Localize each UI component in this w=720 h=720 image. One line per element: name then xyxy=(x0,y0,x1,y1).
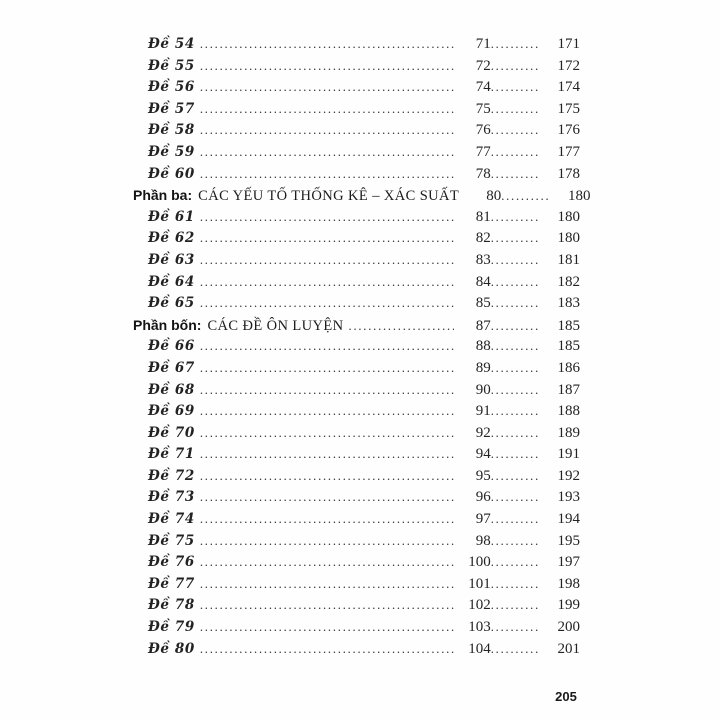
toc-entry-label: Đề 79 xyxy=(148,619,195,636)
toc-list xyxy=(133,36,591,662)
toc-row xyxy=(133,360,580,382)
toc-answer-page-number: 188 xyxy=(557,403,580,420)
dot-leader-mid xyxy=(491,80,540,95)
toc-answer-page-number: 200 xyxy=(557,619,580,636)
toc-row xyxy=(133,230,580,252)
toc-row xyxy=(133,252,580,274)
toc-exam-page-number: 91 xyxy=(475,403,491,420)
toc-answer-page-number: 189 xyxy=(557,424,580,441)
toc-row xyxy=(133,446,580,468)
toc-exam-page-number: 82 xyxy=(475,230,491,247)
toc-exam-page-number: 74 xyxy=(475,79,491,96)
dot-leader xyxy=(200,296,454,311)
dot-leader-mid xyxy=(491,555,540,570)
dot-leader-mid xyxy=(501,189,550,204)
dot-leader-mid xyxy=(491,469,540,484)
toc-entry-label: Đề 78 xyxy=(148,597,195,614)
toc-entry-label: Đề 57 xyxy=(148,100,195,117)
dot-leader xyxy=(200,231,454,246)
dot-leader-mid xyxy=(491,383,540,398)
toc-row xyxy=(133,166,580,188)
toc-exam-page-number: 95 xyxy=(475,467,491,484)
toc-answer-page-number: 193 xyxy=(557,489,580,506)
toc-answer-page-number: 172 xyxy=(557,57,580,74)
toc-answer-page-number: 185 xyxy=(557,338,580,355)
toc-answer-page-number: 187 xyxy=(557,381,580,398)
dot-leader xyxy=(200,383,454,398)
toc-exam-page-number: 94 xyxy=(475,446,491,463)
toc-answer-page-number: 171 xyxy=(557,36,580,52)
dot-leader xyxy=(200,339,454,354)
toc-entry-label: Đề 68 xyxy=(148,381,195,398)
dot-leader xyxy=(200,275,454,290)
toc-answer-page-number: 201 xyxy=(557,640,580,657)
toc-row xyxy=(133,209,580,231)
toc-exam-page-number: 100 xyxy=(468,554,491,571)
toc-row xyxy=(133,58,580,80)
toc-entry-label: Đề 80 xyxy=(148,640,195,657)
toc-entry-label: Đề 61 xyxy=(148,208,195,225)
toc-section-title: CÁC YẾU TỐ THỐNG KÊ – XÁC SUẤT xyxy=(198,188,460,205)
toc-entry-label: Phần ba: xyxy=(133,187,193,204)
toc-entry-label: Đề 74 xyxy=(148,511,195,528)
toc-entry-label: Đề 67 xyxy=(148,359,195,376)
dot-leader-mid xyxy=(491,210,540,225)
dot-leader-mid xyxy=(491,577,540,592)
dot-leader-mid xyxy=(491,123,540,138)
toc-row xyxy=(133,425,580,447)
dot-leader xyxy=(200,80,454,95)
toc-entry-label: Đề 54 xyxy=(148,36,195,52)
dot-leader xyxy=(200,361,454,376)
toc-row xyxy=(133,317,580,339)
dot-leader-mid xyxy=(491,145,540,160)
dot-leader xyxy=(200,512,454,527)
toc-entry-label: Đề 73 xyxy=(148,489,195,506)
toc-exam-page-number: 101 xyxy=(468,575,491,592)
toc-answer-page-number: 177 xyxy=(557,143,580,160)
dot-leader xyxy=(200,253,454,268)
toc-exam-page-number: 90 xyxy=(475,381,491,398)
toc-row xyxy=(133,79,580,101)
dot-leader-mid xyxy=(491,598,540,613)
toc-row xyxy=(133,36,580,58)
toc-exam-page-number: 104 xyxy=(468,640,491,657)
toc-exam-page-number: 98 xyxy=(475,532,491,549)
toc-exam-page-number: 85 xyxy=(475,295,491,312)
toc-entry-label: Đề 59 xyxy=(148,143,195,160)
dot-leader xyxy=(200,59,454,74)
dot-leader-mid xyxy=(491,296,540,311)
toc-row xyxy=(133,338,580,360)
dot-leader xyxy=(200,642,454,657)
toc-answer-page-number: 178 xyxy=(557,165,580,182)
toc-answer-page-number: 180 xyxy=(557,208,580,225)
dot-leader xyxy=(200,145,454,160)
toc-row xyxy=(133,144,580,166)
toc-exam-page-number: 92 xyxy=(475,424,491,441)
footer-page-number: 205 xyxy=(555,689,577,704)
toc-exam-page-number: 96 xyxy=(475,489,491,506)
toc-row xyxy=(133,101,580,123)
toc-entry-label: Đề 76 xyxy=(148,554,195,571)
toc-exam-page-number: 76 xyxy=(475,122,491,139)
toc-row xyxy=(133,511,580,533)
toc-row xyxy=(133,187,591,209)
toc-row xyxy=(133,403,580,425)
dot-leader xyxy=(200,37,454,52)
toc-answer-page-number: 199 xyxy=(557,597,580,614)
toc-exam-page-number: 81 xyxy=(475,208,491,225)
toc-exam-page-number: 75 xyxy=(475,100,491,117)
toc-row xyxy=(133,489,580,511)
toc-row xyxy=(133,533,580,555)
dot-leader xyxy=(200,123,454,138)
toc-exam-page-number: 102 xyxy=(468,597,491,614)
toc-answer-page-number: 191 xyxy=(557,446,580,463)
toc-entry-label: Đề 77 xyxy=(148,575,195,592)
toc-entry-label: Đề 58 xyxy=(148,122,195,139)
dot-leader-mid xyxy=(491,404,540,419)
toc-row xyxy=(133,576,580,598)
toc-entry-label: Đề 62 xyxy=(148,230,195,247)
dot-leader xyxy=(200,620,454,635)
toc-exam-page-number: 97 xyxy=(475,511,491,528)
toc-entry-label: Đề 70 xyxy=(148,424,195,441)
dot-leader xyxy=(200,555,454,570)
dot-leader xyxy=(200,598,454,613)
toc-entry-label: Đề 56 xyxy=(148,79,195,96)
dot-leader-mid xyxy=(491,253,540,268)
toc-row xyxy=(133,641,580,663)
toc-answer-page-number: 182 xyxy=(557,273,580,290)
dot-leader-mid xyxy=(491,319,540,334)
toc-exam-page-number: 89 xyxy=(475,359,491,376)
dot-leader-mid xyxy=(491,102,540,117)
dot-leader xyxy=(200,102,454,117)
dot-leader-mid xyxy=(491,231,540,246)
toc-entry-label: Đề 72 xyxy=(148,467,195,484)
toc-answer-page-number: 181 xyxy=(557,251,580,268)
toc-row xyxy=(133,554,580,576)
dot-leader xyxy=(200,534,454,549)
dot-leader xyxy=(200,469,454,484)
toc-answer-page-number: 185 xyxy=(557,317,580,334)
toc-answer-page-number: 174 xyxy=(557,79,580,96)
toc-answer-page-number: 180 xyxy=(567,188,591,205)
dot-leader xyxy=(349,319,454,334)
toc-entry-label: Đề 69 xyxy=(148,403,195,420)
toc-entry-label: Đề 66 xyxy=(148,338,195,355)
dot-leader-mid xyxy=(491,512,540,527)
toc-row xyxy=(133,382,580,404)
dot-leader xyxy=(200,426,454,441)
toc-row xyxy=(133,619,580,641)
dot-leader xyxy=(200,490,454,505)
toc-exam-page-number: 72 xyxy=(475,57,491,74)
toc-answer-page-number: 198 xyxy=(557,575,580,592)
toc-answer-page-number: 175 xyxy=(557,100,580,117)
dot-leader-mid xyxy=(491,490,540,505)
dot-leader xyxy=(200,210,454,225)
toc-answer-page-number: 176 xyxy=(557,122,580,139)
toc-exam-page-number: 84 xyxy=(475,273,491,290)
toc-entry-label: Đề 60 xyxy=(148,165,195,182)
toc-answer-page-number: 186 xyxy=(557,359,580,376)
toc-entry-label: Đề 65 xyxy=(148,295,195,312)
dot-leader-mid xyxy=(491,620,540,635)
dot-leader xyxy=(200,167,454,182)
toc-exam-page-number: 80 xyxy=(486,188,502,205)
toc-entry-label: Đề 71 xyxy=(148,446,195,463)
toc-exam-page-number: 71 xyxy=(475,36,491,52)
dot-leader xyxy=(200,404,454,419)
toc-row xyxy=(133,274,580,296)
dot-leader-mid xyxy=(491,447,540,462)
toc-entry-label: Đề 75 xyxy=(148,532,195,549)
dot-leader-mid xyxy=(491,167,540,182)
toc-exam-page-number: 103 xyxy=(468,619,491,636)
toc-answer-page-number: 195 xyxy=(557,532,580,549)
toc-answer-page-number: 192 xyxy=(557,467,580,484)
toc-exam-page-number: 83 xyxy=(475,251,491,268)
toc-exam-page-number: 88 xyxy=(475,338,491,355)
toc-row xyxy=(133,597,580,619)
toc-row xyxy=(133,468,580,490)
toc-row xyxy=(133,295,580,317)
dot-leader-mid xyxy=(491,642,540,657)
toc-entry-label: Phần bốn: xyxy=(133,316,202,333)
dot-leader-mid xyxy=(491,361,540,376)
toc-entry-label: Đề 55 xyxy=(148,57,195,74)
toc-answer-page-number: 183 xyxy=(557,295,580,312)
dot-leader xyxy=(200,447,454,462)
dot-leader-mid xyxy=(491,59,540,74)
toc-entry-label: Đề 63 xyxy=(148,251,195,268)
toc-entry-label: Đề 64 xyxy=(148,273,195,290)
toc-section-title: CÁC ĐỀ ÔN LUYỆN xyxy=(207,317,344,334)
dot-leader-mid xyxy=(491,426,540,441)
toc-row xyxy=(133,122,580,144)
dot-leader xyxy=(200,577,454,592)
toc-exam-page-number: 78 xyxy=(475,165,491,182)
dot-leader-mid xyxy=(491,339,540,354)
dot-leader-mid xyxy=(491,37,540,52)
toc-answer-page-number: 194 xyxy=(557,511,580,528)
toc-answer-page-number: 180 xyxy=(557,230,580,247)
dot-leader-mid xyxy=(491,275,540,290)
toc-exam-page-number: 77 xyxy=(475,143,491,160)
toc-exam-page-number: 87 xyxy=(475,317,491,334)
dot-leader-mid xyxy=(491,534,540,549)
toc-answer-page-number: 197 xyxy=(557,554,580,571)
